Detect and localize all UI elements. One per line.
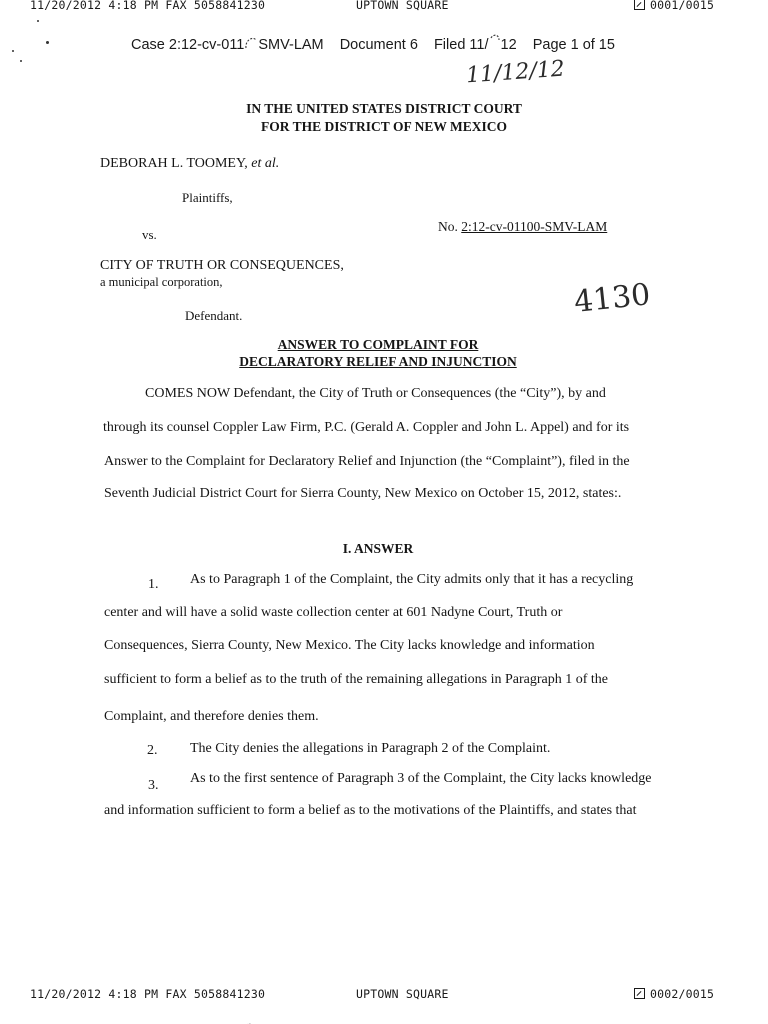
punch-hole-mark [244, 34, 258, 52]
plaintiff-name [100, 156, 279, 172]
ecf-filed-date: Filed 11/ [433, 37, 489, 53]
paragraph-1-line-5: Complaint, and therefore denies them. [104, 709, 319, 724]
court-name-line-1: IN THE UNITED STATES DISTRICT COURT [246, 101, 522, 116]
paragraph-1-line-4: sufficient to form a belief as to the truth of the remaining allegations in Paragraph 1 of the [104, 672, 608, 687]
ecf-filed-date-suffix: 12 [500, 37, 517, 53]
scan-speck [37, 20, 39, 22]
handwritten-date-note: 11/12/12 [465, 56, 566, 89]
section-heading: I. ANSWER [342, 541, 414, 556]
versus-label: vs. [142, 227, 157, 242]
paragraph-1-line-3: Consequences, Sierra County, New Mexico. The City lacks knowledge and information [104, 638, 595, 653]
paragraph-2-number: 2. [147, 743, 158, 758]
fax-footer-page-counter [634, 987, 714, 1001]
fax-page-icon [634, 0, 645, 10]
plaintiffs-label: Plaintiffs, [182, 190, 233, 205]
defendant-label: Defendant. [185, 308, 243, 323]
scan-speck [12, 50, 14, 52]
paragraph-1-number: 1. [148, 577, 159, 592]
document-title-line-1: ANSWER TO COMPLAINT FOR [277, 337, 479, 352]
paragraph-1-line-2: center and will have a solid waste collection center at 601 Nadyne Court, Truth or [104, 605, 563, 620]
paragraph-3-line-1: As to the first sentence of Paragraph 3 of the Complaint, the City lacks knowledge [190, 771, 652, 786]
ecf-case-number: Case 2:12-cv-011 [131, 37, 245, 53]
fax-header-date-line: 11/20/2012 4:18 PM FAX 5058841230 [30, 0, 266, 12]
paragraph-2-line-1: The City denies the allegations in Paragraph 2 of the Complaint. [190, 741, 551, 756]
court-name-line-2: FOR THE DISTRICT OF NEW MEXICO [261, 119, 507, 134]
scan-speck [20, 60, 22, 62]
next-page-cutoff-strip [240, 1016, 620, 1024]
plaintiff-et-al: et al. [251, 156, 280, 171]
ecf-filing-header [131, 34, 615, 53]
fax-page-count: 0002/0015 [650, 987, 715, 1001]
fax-page-count: 0001/0015 [650, 0, 715, 12]
intro-line-3: Answer to the Complaint for Declaratory Relief and Injunction (the “Complaint”), filed in the [104, 454, 630, 469]
paragraph-3-number: 3. [148, 778, 159, 793]
intro-line-4: Seventh Judicial District Court for Sierra County, New Mexico on October 15, 2012, states:. [104, 486, 622, 501]
case-number [438, 219, 607, 235]
punch-hole-mark [489, 34, 501, 52]
fax-footer-sender: UPTOWN SQUARE [356, 987, 449, 1001]
fax-header-sender: UPTOWN SQUARE [356, 0, 449, 12]
intro-line-1: COMES NOW Defendant, the City of Truth or Consequences (the “City”), by and [145, 386, 606, 401]
plaintiff-name-text: DEBORAH L. TOOMEY, [100, 156, 248, 171]
case-number-prefix: No. [438, 219, 458, 234]
defendant-name: CITY OF TRUTH OR CONSEQUENCES, [100, 258, 344, 273]
ecf-case-suffix: SMV-LAM [258, 37, 324, 53]
paragraph-3-line-2: and information sufficient to form a belief as to the motivations of the Plaintiffs, and states that [104, 803, 637, 818]
defendant-description: a municipal corporation, [100, 275, 223, 289]
handwritten-number-note: 4130 [572, 277, 652, 320]
ecf-page-indicator: Page 1 of 15 [532, 37, 615, 53]
ecf-document-number: Document 6 [339, 37, 418, 53]
paragraph-1-line-1: As to Paragraph 1 of the Complaint, the City admits only that it has a recycling [190, 572, 634, 587]
document-title-line-2: DECLARATORY RELIEF AND INJUNCTION [239, 354, 517, 369]
case-number-value: 2:12-cv-01100-SMV-LAM [461, 219, 608, 234]
scan-speck [46, 41, 49, 44]
intro-line-2: through its counsel Coppler Law Firm, P.C. (Gerald A. Coppler and John L. Appel) and for its [103, 420, 630, 435]
fax-page-icon [634, 988, 645, 999]
fax-footer-date-line: 11/20/2012 4:18 PM FAX 5058841230 [30, 987, 266, 1001]
fax-header-page-counter [634, 0, 714, 12]
